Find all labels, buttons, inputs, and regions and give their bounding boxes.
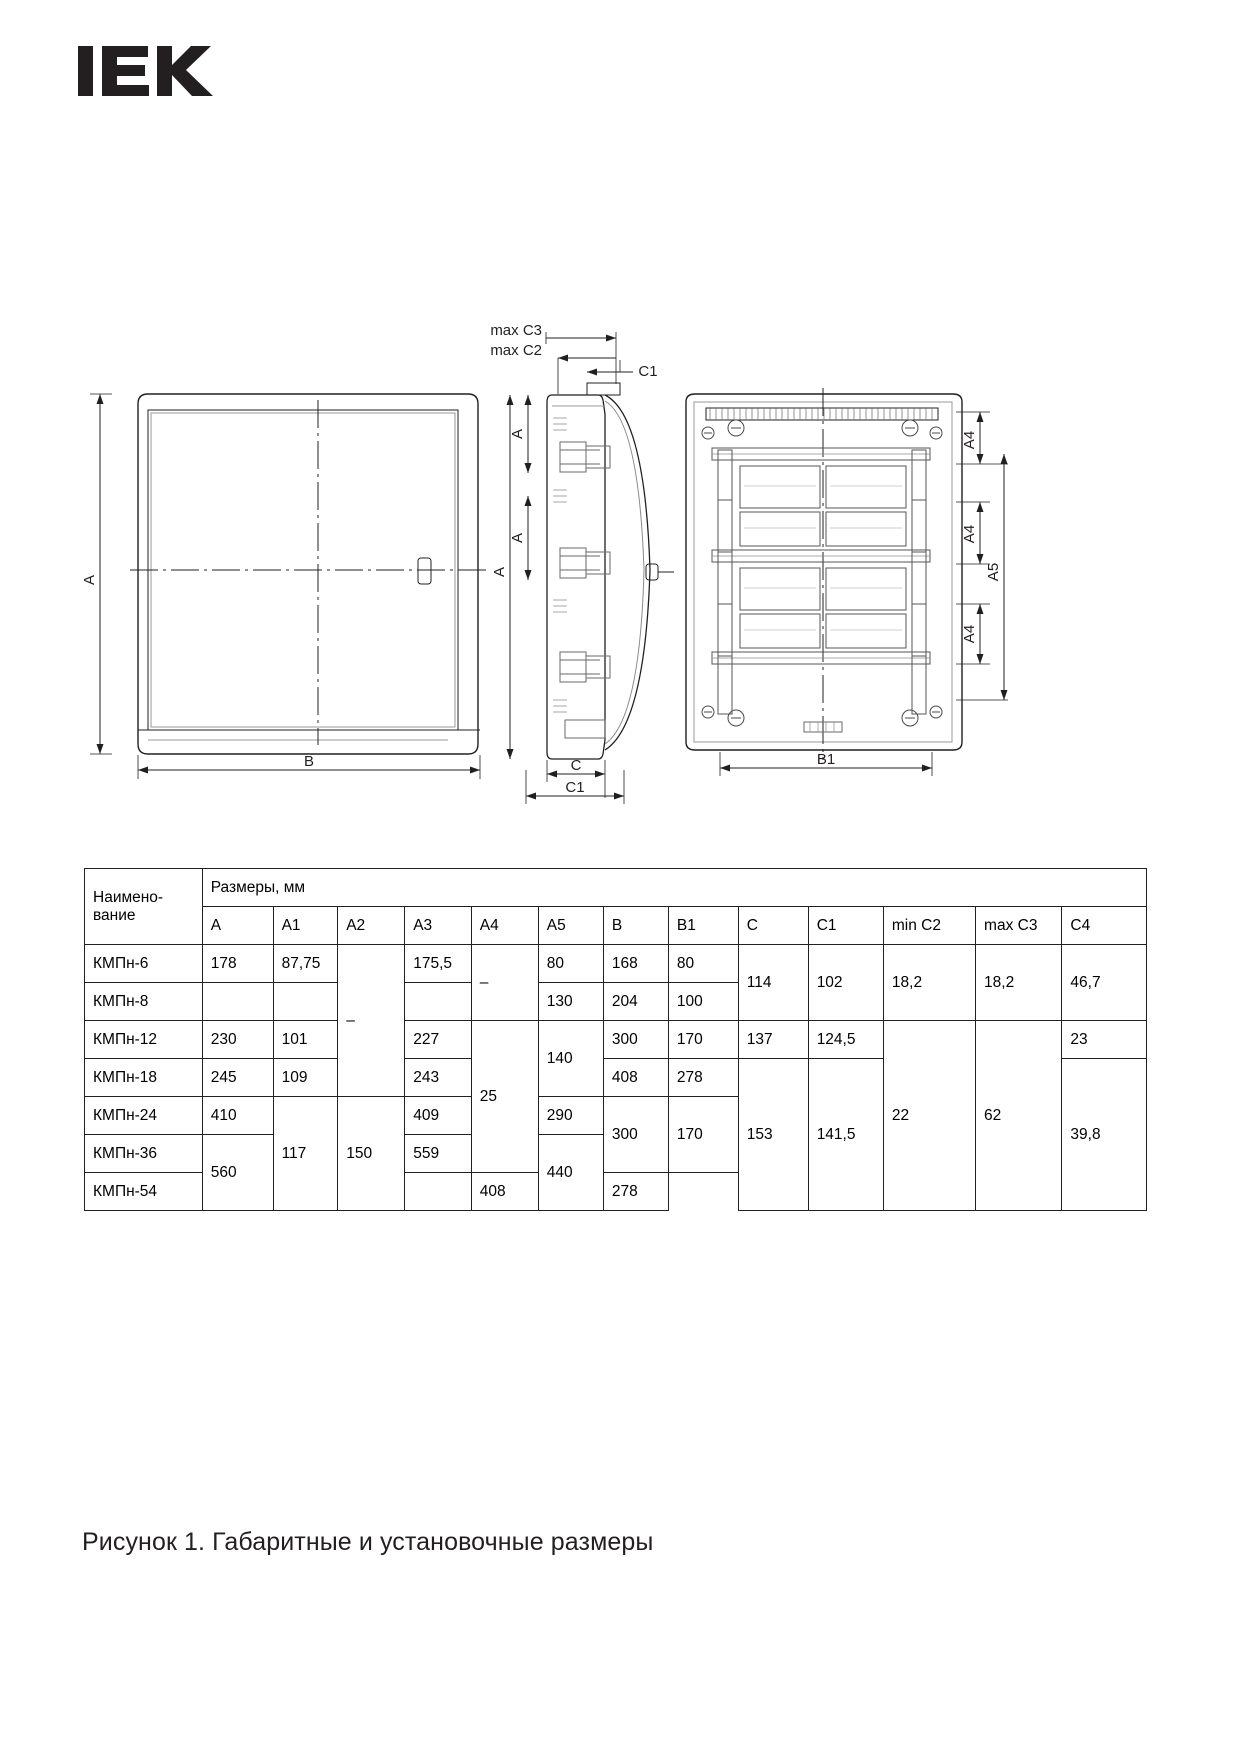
- header-name-line1: Наимено-: [93, 888, 164, 906]
- header-sizes-label: Размеры, мм: [210, 878, 306, 896]
- row-name: КМПн-24: [85, 1097, 203, 1135]
- header-col-A3: A3: [405, 907, 472, 945]
- cell-B: 204: [603, 983, 668, 1021]
- svg-text:max C3: max C3: [490, 322, 542, 339]
- header-col-min-C2: min C2: [883, 907, 975, 945]
- cell-A2: –: [338, 945, 405, 1097]
- svg-text:A4: A4: [961, 624, 978, 644]
- header-col-A2: A2: [338, 907, 405, 945]
- svg-text:A4: A4: [961, 430, 978, 450]
- svg-text:C: C: [570, 757, 582, 774]
- cell-B: 408: [603, 1059, 668, 1097]
- cell-B1: 100: [668, 983, 738, 1021]
- cell-C1: 102: [808, 945, 883, 1021]
- cell-A3: [405, 983, 472, 1021]
- cell-C: 137: [738, 1021, 808, 1059]
- cell-C4: 46,7: [1062, 945, 1147, 1021]
- row-name: КМПн-54: [85, 1173, 203, 1211]
- technical-drawing: [60, 300, 1190, 830]
- cell-C4: 39,8: [1062, 1059, 1147, 1211]
- header-col-max-C3: max C3: [976, 907, 1062, 945]
- iek-logo: [78, 42, 228, 104]
- cell-A1: [273, 983, 338, 1021]
- table-header-row-2: [85, 907, 1147, 945]
- cell-max-C3: 18,2: [976, 945, 1062, 1021]
- cell-A1: 117: [273, 1097, 338, 1211]
- cell-A1: 109: [273, 1059, 338, 1097]
- header-name-cell: [85, 869, 203, 945]
- cell-A5: 440: [538, 1135, 603, 1211]
- row-name: КМПн-8: [85, 983, 203, 1021]
- cell-A5: 130: [538, 983, 603, 1021]
- cell-B1: 170: [668, 1097, 738, 1173]
- dimensions-table: [84, 868, 1147, 1211]
- cell-A5: 80: [538, 945, 603, 983]
- cell-A3: 243: [405, 1059, 472, 1097]
- svg-text:A: A: [491, 566, 508, 578]
- header-col-A5: A5: [538, 907, 603, 945]
- header-col-C1: C1: [808, 907, 883, 945]
- cell-A: 230: [202, 1021, 273, 1059]
- cell-C: 153: [738, 1059, 808, 1211]
- cell-A1: 101: [273, 1021, 338, 1059]
- header-col-A4: A4: [471, 907, 538, 945]
- svg-text:B1: B1: [816, 751, 836, 768]
- cell-A3: 227: [405, 1021, 472, 1059]
- cell-C1: 141,5: [808, 1059, 883, 1211]
- cell-min-C2: 18,2: [883, 945, 975, 1021]
- cell-B: 168: [603, 945, 668, 983]
- cell-A4: 25: [471, 1021, 538, 1173]
- row-name: КМПн-6: [85, 945, 203, 983]
- svg-text:A5: A5: [985, 562, 1002, 582]
- header-col-C: C: [738, 907, 808, 945]
- svg-text:B: B: [303, 753, 315, 770]
- svg-text:A: A: [81, 574, 98, 586]
- svg-text:A: A: [509, 532, 526, 544]
- figure-caption: Рисунок 1. Габаритные и установочные размеры: [82, 1528, 654, 1556]
- cell-min-C2: 22: [883, 1021, 975, 1211]
- cell-C1: 124,5: [808, 1021, 883, 1059]
- header-col-A1: A1: [273, 907, 338, 945]
- row-name: КМПн-12: [85, 1021, 203, 1059]
- cell-A: 245: [202, 1059, 273, 1097]
- svg-text:C1: C1: [565, 779, 585, 796]
- cell-A: 178: [202, 945, 273, 983]
- svg-text:A: A: [509, 428, 526, 440]
- cell-A1: 87,75: [273, 945, 338, 983]
- cell-C4: 23: [1062, 1021, 1147, 1059]
- header-col-B1: B1: [668, 907, 738, 945]
- cell-B1: 170: [668, 1021, 738, 1059]
- svg-text:max C2: max C2: [490, 342, 542, 359]
- header-name-line2: вание: [93, 906, 136, 924]
- cell-A4: –: [471, 945, 538, 1021]
- table-row: [85, 1021, 1147, 1059]
- cell-B: 300: [603, 1021, 668, 1059]
- cell-A: 560: [202, 1135, 273, 1211]
- cell-B1: 278: [668, 1059, 738, 1097]
- row-name: КМПн-18: [85, 1059, 203, 1097]
- cell-A3: 175,5: [405, 945, 472, 983]
- cell-B1: 80: [668, 945, 738, 983]
- cell-A2: 150: [338, 1097, 405, 1211]
- cell-B: 300: [603, 1097, 668, 1173]
- svg-text:A4: A4: [961, 524, 978, 544]
- header-col-A: A: [202, 907, 273, 945]
- cell-B1: 278: [603, 1173, 668, 1211]
- header-sizes-cell: [202, 869, 1146, 907]
- cell-A3: 559: [405, 1135, 472, 1173]
- cell-A: 410: [202, 1097, 273, 1135]
- table-row: [85, 945, 1147, 983]
- cell-B: 408: [471, 1173, 538, 1211]
- cell-C: 114: [738, 945, 808, 1021]
- cell-A3: 409: [405, 1097, 472, 1135]
- cell-A: [202, 983, 273, 1021]
- header-col-C4: C4: [1062, 907, 1147, 945]
- row-name: КМПн-36: [85, 1135, 203, 1173]
- cell-A5: 290: [538, 1097, 603, 1135]
- cell-A3: [405, 1173, 472, 1211]
- svg-text:C1: C1: [638, 363, 658, 380]
- cell-A5: 140: [538, 1021, 603, 1097]
- table-header-row-1: [85, 869, 1147, 907]
- header-col-B: B: [603, 907, 668, 945]
- cell-max-C3: 62: [976, 1021, 1062, 1211]
